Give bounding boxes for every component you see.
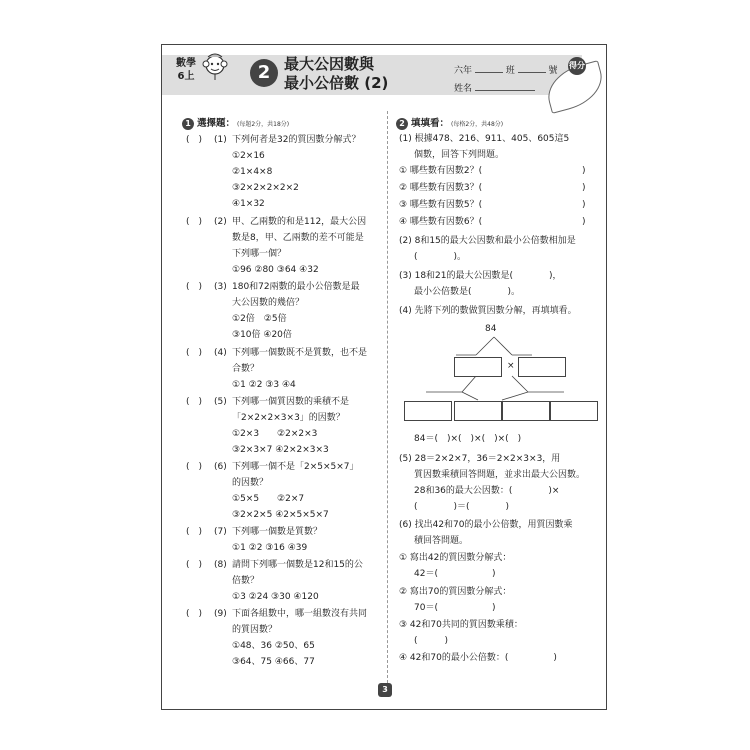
s2q5-text: 質因數乘積回答問題，並求出最大公因數。 — [414, 470, 586, 480]
times-sign: × — [507, 361, 515, 371]
close-paren: ) — [582, 166, 586, 176]
s2q6-text: 積回答問題。 — [414, 536, 469, 546]
q9-option: ③64、75 ④66、77 — [232, 657, 315, 667]
s2q6-item: ② 寫出70的質因數分解式： — [399, 587, 512, 597]
q9-text: 下面各組數中，哪一組數沒有共同 — [232, 609, 368, 619]
q1-option: ④1×32 — [232, 199, 265, 209]
factor-box[interactable] — [502, 401, 550, 421]
title-line-1: 最大公因數與 — [284, 55, 375, 73]
q6-text: 的因數？ — [232, 478, 269, 488]
q6-option: ③2×2×5 ④2×5×5×7 — [232, 510, 329, 520]
name-label: 姓名 — [454, 84, 473, 94]
answer-paren-q5[interactable]: ( ) — [186, 397, 203, 407]
q9-text: 的質因數？ — [232, 625, 278, 635]
answer-paren-q2[interactable]: ( ) — [186, 217, 203, 227]
s2q1-item: ④ 哪些數有因數6？( — [399, 217, 483, 227]
answer-paren-q1[interactable]: ( ) — [186, 135, 203, 145]
s2q1-text: 個數，回答下列問題。 — [414, 150, 505, 160]
q3-text: 大公因數的幾倍？ — [232, 298, 305, 308]
tree-root-number: 84 — [485, 324, 497, 334]
unit-number-badge: 2 — [250, 59, 278, 87]
s2q6-item: ( ) — [414, 636, 449, 646]
s2q6-text: (6) 找出42和70的最小公倍數，用質因數乘 — [399, 520, 573, 530]
page-number: 3 — [378, 683, 392, 697]
factor-box[interactable] — [404, 401, 452, 421]
s2q5-text: ( )＝( ) — [414, 502, 510, 512]
close-paren: ) — [582, 183, 586, 193]
q8-option: ①3 ②24 ③30 ④120 — [232, 592, 319, 602]
q7-option: ①1 ②2 ③16 ④39 — [232, 543, 308, 553]
answer-paren-q6[interactable]: ( ) — [186, 462, 203, 472]
answer-paren-q9[interactable]: ( ) — [186, 609, 203, 619]
grade-label: 六年 — [454, 66, 473, 76]
s2q1-item: ① 哪些數有因數2？( — [399, 166, 483, 176]
q6-option: ①5×5 ②2×7 — [232, 494, 305, 504]
section2-number: 2 — [396, 118, 408, 130]
s2q6-item: ④ 42和70的最小公倍數：( ) — [399, 653, 557, 663]
answer-paren-q7[interactable]: ( ) — [186, 527, 203, 537]
q2-text: 甲、乙兩數的和是112，最大公因 — [232, 217, 367, 227]
close-paren: ) — [582, 200, 586, 210]
q1-option: ②1×4×8 — [232, 167, 273, 177]
q2-text: 數是8，甲、乙兩數的差不可能是 — [232, 233, 364, 243]
section1-title: 選擇題： — [197, 118, 236, 129]
grade-text: 6上 — [177, 71, 195, 82]
section1-number: 1 — [182, 118, 194, 130]
section2-score-note: (每格2分，共48分) — [451, 121, 504, 128]
s2q6-item: ① 寫出42的質因數分解式： — [399, 553, 512, 563]
section1-score-note: (每題2分，共18分) — [237, 121, 290, 128]
q4-text: 合數？ — [232, 364, 260, 374]
factor-tree-lines — [162, 45, 606, 709]
class-label: 班 — [505, 66, 515, 76]
factor-box[interactable] — [550, 401, 598, 421]
q8-text: 倍數？ — [232, 576, 260, 586]
q5-text: 「2×2×2×3×3」的因數？ — [232, 413, 345, 423]
q2-number: (2) — [214, 217, 227, 227]
q8-text: 請問下列哪一個數是12和15的公 — [232, 560, 363, 570]
s2q1-item: ② 哪些數有因數3？( — [399, 183, 483, 193]
q7-text: 下列哪一個數是質數？ — [232, 527, 323, 537]
s2q5-text: (5) 28＝2×2×7，36＝2×2×3×3，用 — [399, 454, 561, 464]
q4-number: (4) — [214, 348, 227, 358]
tree-answer: 84＝( )×( )×( )×( ) — [414, 434, 522, 444]
q3-option: ③10倍 ④20倍 — [232, 330, 292, 340]
q9-number: (9) — [214, 609, 227, 619]
s2q6-item: ③ 42和70共同的質因數乘積： — [399, 620, 523, 630]
q3-text: 180和72兩數的最小公倍數是最 — [232, 282, 360, 292]
q4-text: 下列哪一個數既不是質數，也不是 — [232, 348, 368, 358]
s2q3-text: 最小公倍數是( )。 — [414, 287, 521, 297]
s2q1-item: ③ 哪些數有因數5？( — [399, 200, 483, 210]
s2q4-text: (4) 先將下列的數做質因數分解，再填填看。 — [399, 306, 577, 316]
s2q6-item: 42＝( ) — [414, 569, 496, 579]
q6-number: (6) — [214, 462, 227, 472]
s2q5-text: 28和36的最大公因數：( )× — [414, 486, 560, 496]
q1-option: ③2×2×2×2×2 — [232, 183, 299, 193]
s2q6-item: 70＝( ) — [414, 603, 496, 613]
answer-paren-q8[interactable]: ( ) — [186, 560, 203, 570]
factor-box[interactable] — [454, 357, 502, 377]
q3-option: ①2倍 ②5倍 — [232, 314, 287, 324]
answer-paren-q3[interactable]: ( ) — [186, 282, 203, 292]
q1-option: ①2×16 — [232, 151, 265, 161]
factor-box[interactable] — [518, 357, 566, 377]
q6-text: 下列哪一個不是「2×5×5×7」 — [232, 462, 359, 472]
section2-title: 填填看： — [411, 118, 450, 129]
s2q2-text: (2) 8和15的最大公因數和最小公倍數相加是 — [399, 236, 576, 246]
q9-option: ①48、36 ②50、65 — [232, 641, 315, 651]
q2-text: 下列哪一個？ — [232, 249, 287, 259]
s2q3-text: (3) 18和21的最大公因數是( )， — [399, 271, 562, 281]
q2-option: ①96 ②80 ③64 ④32 — [232, 265, 319, 275]
title-line-2: 最小公倍數 (2) — [284, 74, 389, 92]
q5-number: (5) — [214, 397, 227, 407]
s2q2-text: ( )。 — [414, 252, 467, 262]
q5-option: ①2×3 ②2×2×3 — [232, 429, 318, 439]
subject-text: 數學 — [176, 58, 196, 69]
close-paren: ) — [582, 217, 586, 227]
q8-number: (8) — [214, 560, 227, 570]
worksheet-page — [161, 44, 607, 710]
score-badge: 得分 — [568, 57, 586, 75]
q4-option: ①1 ②2 ③3 ④4 — [232, 380, 296, 390]
answer-paren-q4[interactable]: ( ) — [186, 348, 203, 358]
q1-number: (1) — [214, 135, 227, 145]
q7-number: (7) — [214, 527, 227, 537]
q5-option: ③2×3×7 ④2×2×3×3 — [232, 445, 329, 455]
q1-text: 下列何者是32的質因數分解式？ — [232, 135, 361, 145]
seat-label: 號 — [548, 66, 558, 76]
s2q1-text: (1) 根據478、216、911、405、605這5 — [399, 134, 570, 144]
q3-number: (3) — [214, 282, 227, 292]
q5-text: 下列哪一個質因數的乘積不是 — [232, 397, 350, 407]
factor-box[interactable] — [454, 401, 502, 421]
